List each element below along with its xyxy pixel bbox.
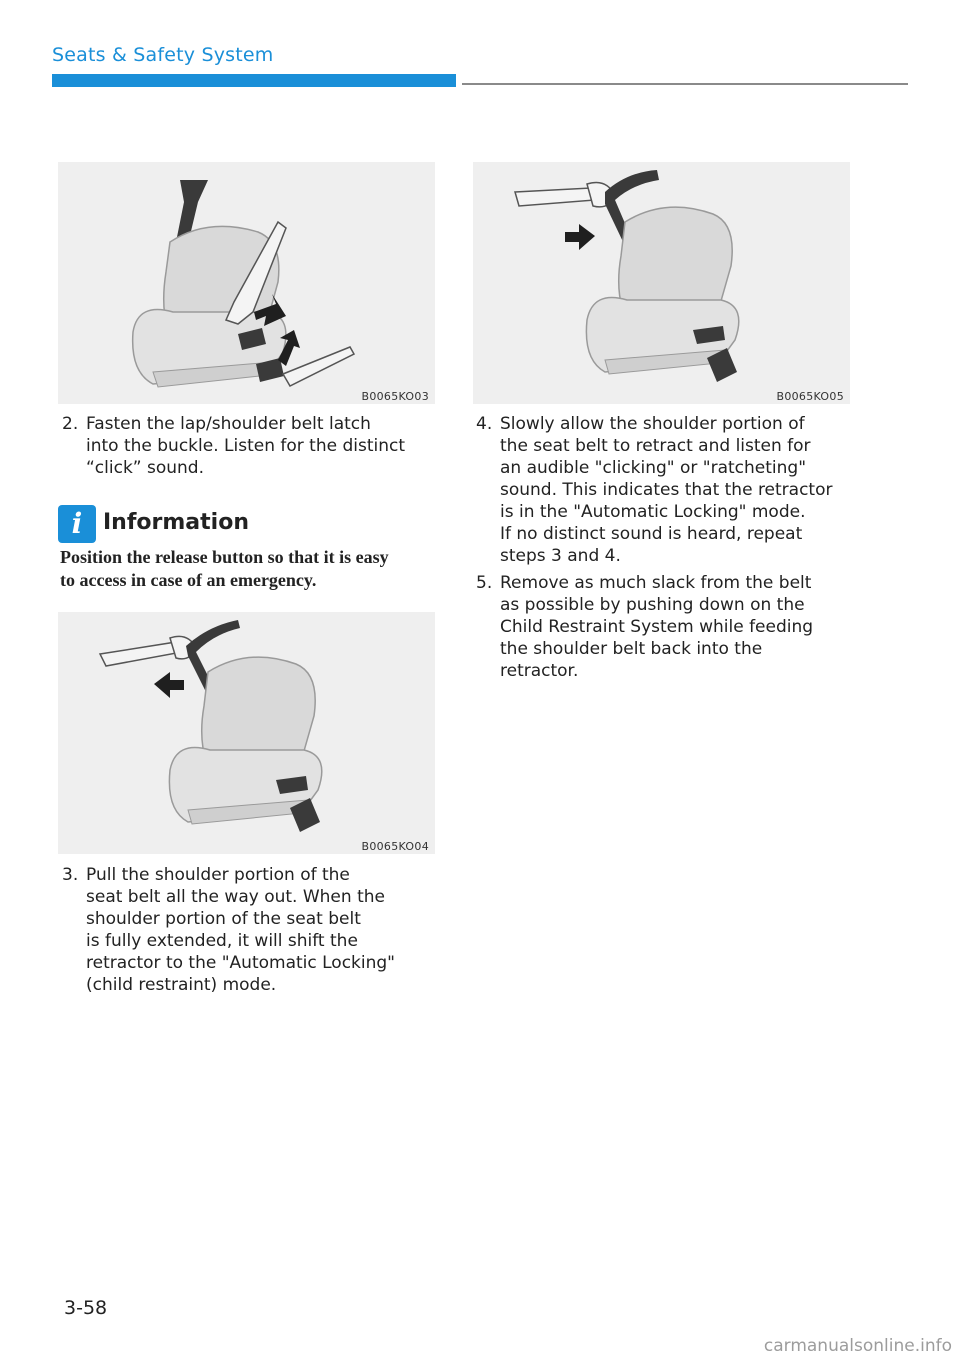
- step-number: 4.: [476, 414, 493, 434]
- info-title: Information: [103, 510, 249, 535]
- figure-retract-belt: [473, 162, 850, 404]
- step-text: Remove as much slack from the belt as possible by pushing down on the Child Restraint System while feeding the shoulder belt back into the retractor.: [500, 573, 814, 681]
- step-3: [62, 864, 442, 1000]
- step-text: Slowly allow the shoulder portion of the seat belt to retract and listen for an audible "clicking" or "ratcheting" sound. This indicates that the retractor is in the "Automatic Locking" mode. If no distinct sound is heard, repeat steps 3 and 4.: [500, 414, 833, 566]
- header-accent-bar: [52, 74, 456, 87]
- step-2: [62, 413, 442, 483]
- hand-arm-lower: [283, 347, 354, 386]
- child-seat-buckle-illustration: [58, 162, 435, 404]
- figure-pull-belt: [58, 612, 435, 854]
- arrow-left-icon: [154, 672, 184, 698]
- step-number: 3.: [62, 865, 79, 885]
- step-4: [476, 413, 876, 571]
- step-number: 5.: [476, 573, 493, 593]
- figure-code: B0065KO03: [361, 390, 429, 403]
- figure-code: B0065KO05: [776, 390, 844, 403]
- arm: [100, 642, 182, 666]
- watermark: carmanualsonline.info: [763, 1336, 952, 1356]
- figure-code: B0065KO04: [361, 840, 429, 853]
- info-body: Position the release button so that it is easy to access in case of an emergency.: [60, 547, 389, 590]
- step-5: [476, 572, 876, 686]
- page-number: 3-58: [64, 1297, 108, 1319]
- info-icon: i: [58, 505, 96, 543]
- header-rule: [462, 83, 908, 85]
- arm: [515, 188, 595, 206]
- child-seat-retract-belt-illustration: [473, 162, 850, 404]
- step-text: Pull the shoulder portion of the seat belt all the way out. When the shoulder portion of the seat belt is fully extended, it will shift the retractor to the "Automatic Locking" (child restraint) mode.: [86, 865, 396, 995]
- child-seat-pull-belt-illustration: [58, 612, 435, 854]
- arrow-right-icon: [565, 224, 595, 250]
- step-number: 2.: [62, 414, 79, 434]
- section-title: Seats & Safety System: [52, 44, 274, 66]
- step-text: Fasten the lap/shoulder belt latch into the buckle. Listen for the distinct “click” sound.: [86, 414, 405, 478]
- figure-buckle-latch: [58, 162, 435, 404]
